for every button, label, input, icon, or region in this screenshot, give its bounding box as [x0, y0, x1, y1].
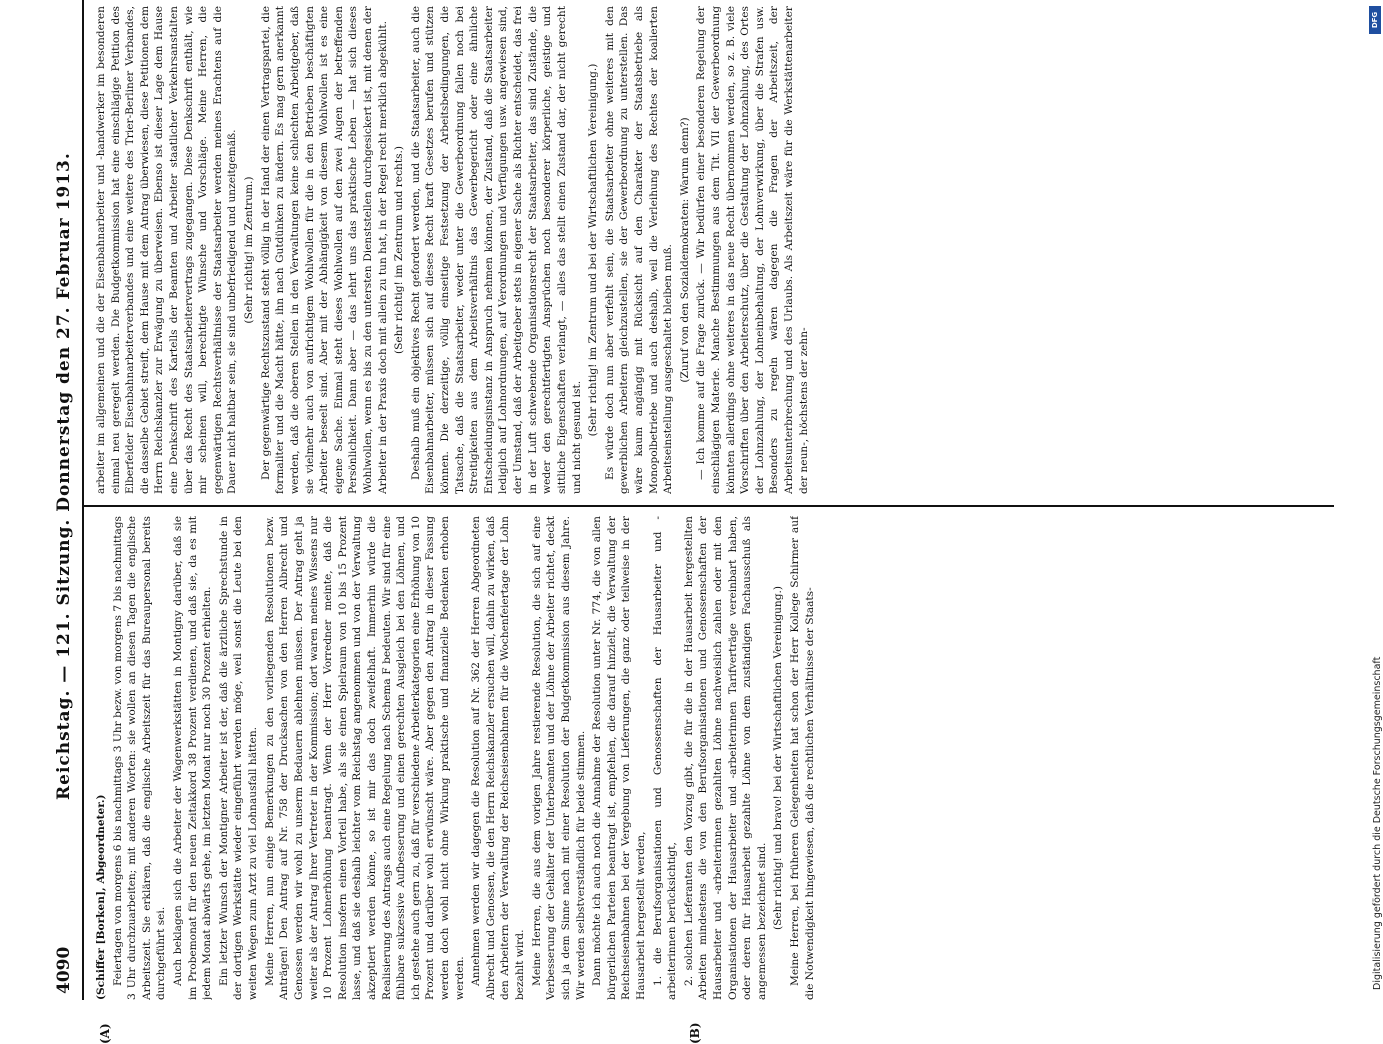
body-paragraph: Meine Herren, die aus dem vorigen Jahre restierende Resolution, die sich auf eine Verbesserung der Gehälter der Unterbeamten und der Löhne der Arbeiter richtet, deckt sich ja dem Sinne nach mit einer Resolution der Budgetkommission aus diesem Jahre. Wir werden selbstverständlich für beide stimmen.	[530, 516, 588, 1000]
dfg-logo	[1369, 6, 1381, 34]
stage-direction: (Sehr richtig! im Zentrum.)	[242, 6, 257, 494]
stage-direction: (Sehr richtig! und bravo! bei der Wirtschaftlichen Vereinigung.)	[771, 516, 786, 1000]
body-paragraph: Feiertagen von morgens 6 bis nachmittags 3 Uhr bezw. von morgens 7 bis nachmittags 3 Uhr durchzuarbeiten; mit anderen Worten: sie wollen an diesen Tagen die englische Arbeitszeit. Sie erklären, daß die englische Arbeitszeit für das Bureaupersonal bereits durchgeführt sei.	[111, 516, 169, 1000]
body-paragraph: Dann möchte ich auch noch die Annahme der Resolution unter Nr. 774, die von allen bürgerlichen Parteien beantragt ist, empfehlen, die darauf hinzielt, die Verwaltung der Reichseisenbahnen bei der Vergebung von Lieferungen, die ganz oder teilweise in der Hausarbeit hergestellt werden,	[590, 516, 648, 1000]
header-rule	[82, 0, 84, 1000]
page-number: 4090	[54, 947, 74, 994]
body-paragraph: 1. die Berufsorganisationen und Genossenschaften der Hausarbeiter und -arbeiterinnen berücksichtigt,	[651, 516, 680, 1000]
body-paragraph: Meine Herren, nun einige Bemerkungen zu den vorliegenden Resolutionen bezw. Anträgen! Den Antrag auf Nr. 758 der Drucksachen von den Herren Albrecht und Genossen werden wir wohl zu unserm Bedauern ablehnen müssen. Der Antrag geht ja weiter als der Antrag Ihrer Vertreter in der Kommission; dort waren meines Wissens nur 10 Prozent Lohnerhöhung beantragt. Wenn der Herr Vorredner meinte, daß die Resolution insofern einen Vorteil habe, als sie einen Spielraum von 10 bis 15 Prozent lasse, und daß sie deshalb leichter vom Reichstag angenommen und von der Verwaltung akzeptiert werden könne, so ist mir das doch zweifelhaft. Immerhin würde die Realisierung des Antrags auch eine Regelung nach Schema F bedeuten. Wir sind für eine fühlbare sukzessive Aufbesserung und einen gerechten Ausgleich bei den Löhnen, und ich gestehe auch gern zu, daß für verschiedene Arbeiterkategorien eine Erhöhung von 10 Prozent und darüber wohl erwünscht wäre. Aber gegen den Antrag in dieser Fassung werden doch wohl nicht ohne Wirkung praktische und finanzielle Bedenken erhoben werden.	[263, 516, 468, 1000]
stage-direction: (Zuruf von den Sozialdemokraten: Warum denn?)	[678, 6, 693, 494]
page-header	[48, 0, 82, 1000]
right-text-column	[94, 6, 1334, 494]
body-paragraph: Meine Herren, bei früheren Gelegenheiten hat schon der Herr Kollege Schirmer auf die Notwendigkeit hingewiesen, daß die rechtlichen Verhältnisse der Staats-	[788, 516, 817, 1000]
body-paragraph: Der gegenwärtige Rechtszustand steht völlig in der Hand der einen Vertragspartei, die formaliter und die Macht hätte, ihn nach Gutdünken zu ändern. Es mag gern anerkannt werden, daß die oberen Stellen in den Verwaltungen keine schlechten Arbeitgeber, daß sie vielmehr auch von aufrichtigem Wohlwollen für die in den Betrieben beschäftigten Arbeiter beseelt sind. Aber mit der Abhängigkeit von diesem Wohlwollen ist es eine eigene Sache. Einmal steht dieses Wohlwollen auf den zwei Augen der betreffenden Persönlichkeit. Dann aber — das lehrt uns das praktische Leben — hat sich dieses Wohlwollen, wenn es bis zu den untersten Dienststellen durchgesickert ist, mit denen der Arbeiter in der Praxis doch mit allein zu tun hat, in der Regel recht merklich abgekühlt.	[259, 6, 390, 494]
dfg-logo-text: DFG	[1371, 12, 1379, 28]
body-paragraph: Es würde doch nun aber verfehlt sein, die Staatsarbeiter ohne weiteres mit den gewerblichen Arbeitern gleichzustellen, sie der Gewerbeordnung zu unterstellen. Das wäre kaum angängig mit Rücksicht auf den Charakter der Staatsbetriebe als Monopolbetriebe und auch deshalb, weil die Verleihung des Rechtes der koalierten Arbeitseinstellung ausgeschaltet bleiben muß.	[603, 6, 676, 494]
column-divider	[84, 505, 1334, 507]
body-paragraph: arbeiter im allgemeinen und die der Eisenbahnarbeiter und -handwerker im besonderen einmal neu geregelt werden. Die Budgetkommission hat eine einschlägige Petition des Elberfelder Eisenbahnarbeiterverbandes und eine weitere des Trier-Berliner Verbandes, die dasselbe Gebiet streift, dem Hause mit dem Antrag überwiesen, diese Petitionen dem Herrn Reichskanzler zur Erwägung zu überweisen. Ebenso ist dieser Lage dem Hause eine Denkschrift des Kartells der Beamten und Arbeiter staatlicher Verkehrsanstalten über das Recht des Staatsarbeitervertrags zugegangen. Diese Denkschrift enthält, wie mir scheinen will, berechtigte Wünsche und Vorschläge. Meine Herren, die gegenwärtigen Rechtsverhältnisse der Staatsarbeiter werden meines Erachtens auf die Dauer nicht haltbar sein, sie sind unbefriedigend und unzeitgemäß.	[94, 6, 240, 494]
rotated-document-page	[48, 0, 1348, 1000]
speaker-line: (Schiffer [Borken], Abgeordneter.)	[94, 516, 109, 1000]
stage-direction: (Sehr richtig! im Zentrum und rechts.)	[392, 6, 407, 494]
margin-letter-a: (A)	[98, 1023, 112, 1044]
body-paragraph: Deshalb muß ein objektives Recht gefordert werden, und die Staatsarbeiter, auch die Eisenbahnarbeiter, müssen sich auf dieses Recht kraft Gesetzes berufen und stützen können. Die derzeitige, völlig einseitige Festsetzung der Arbeitsbedingungen, die Tatsache, daß die Staatsarbeiter, weder unter die Gewerbeordnung fallen noch bei Streitigkeiten aus dem Arbeitsverhältnis das Gewerbegericht oder eine ähnliche Entscheidungsinstanz in Anspruch nehmen können, der Zustand, daß die Staatsarbeiter lediglich auf Lohnordnungen, auf Verordnungen und Verfügungen usw. angewiesen sind, der Umstand, daß der Arbeitgeber stets in eigener Sache als Richter entscheidet, das frei in der Luft schwebende Organisationsrecht der Staatsarbeiter, das sind Zustände, die weder den gerechtfertigten Ansprüchen noch besonderer körperliche, geistige und sittliche Eigenschaften verlangt, — alles das stellt einen Zustand dar, der nicht gerecht und nicht gesund ist.	[409, 6, 584, 494]
body-paragraph: Auch beklagen sich die Arbeiter der Wagenwerkstätten in Montigny darüber, daß sie im Probemonat für den neuen Zeitakkord 38 Prozent verdienen, und daß sie, da es mit jedem Monat abwärts gehe, im letzten Monat nur noch 30 Prozent erhielten.	[171, 516, 215, 1000]
body-paragraph: — Ich komme auf die Frage zurück. — Wir bedürfen einer besonderen Regelung der einschlägigen Materie. Manche Bestimmungen aus dem Tit. VII der Gewerbeordnung könnten allerdings ohne weiteres in das neue Recht übernommen werden, so z. B. viele Vorschriften über den Arbeiterschutz, über die Gestaltung der Lohnzahlung, des Ortes der Lohnzahlung, der Lohneinbehaltung, der Lohnverwirkung, über die Strafen usw. Besonders zu regeln wären dagegen die Fragen der Arbeitszeit, der Arbeitsunterbrechung und des Urlaubs. Als Arbeitszeit wäre für die Werkstättenarbeiter der neun-, höchstens der zehn-	[694, 6, 811, 494]
body-paragraph: Annehmen werden wir dagegen die Resolution auf Nr. 362 der Herren Abgeordneten Albrecht und Genossen, die den Herrn Reichskanzler ersuchen will, dahin zu wirken, daß den Arbeitern der Verwaltung der Reichseisenbahnen für die Wochenfeiertage der Lohn bezahlt wird.	[469, 516, 527, 1000]
body-paragraph: Ein letzter Wunsch der Montigner Arbeiter ist der, daß die ärztliche Sprechstunde in der dortigen Werkstätte wieder eingeführt werden möge, weil sonst die Leute bei den weiten Wegen zum Arzt zu viel Lohnausfall hätten.	[217, 516, 261, 1000]
digitization-credit: Digitalisierung gefördert durch die Deutsche Forschungsgemeinschaft	[1372, 657, 1383, 990]
body-paragraph: 2. solchen Lieferanten den Vorzug gibt, die für die in der Hausarbeit hergestellten Arbeiten mindestens die von den Berufsorganisationen und Genossenschaften der Hausarbeiter und -arbeiterinnen gezahlten Löhne nachweislich zahlen oder mit den Organisationen der Hausarbeiter und -arbeiterinnen Tarifverträge vereinbart haben, oder deren für Hausarbeit gezahlte Löhne von dem zuständigen Fachausschuß als angemessen bezeichnet sind.	[682, 516, 770, 1000]
running-head: Reichstag. — 121. Sitzung. Donnerstag den 27. Februar 1913.	[54, 152, 74, 800]
margin-letter-b: (B)	[688, 1023, 702, 1044]
stage-direction: (Sehr richtig! im Zentrum und bei der Wirtschaftlichen Vereinigung.)	[586, 6, 601, 494]
left-text-column	[94, 516, 1334, 1000]
